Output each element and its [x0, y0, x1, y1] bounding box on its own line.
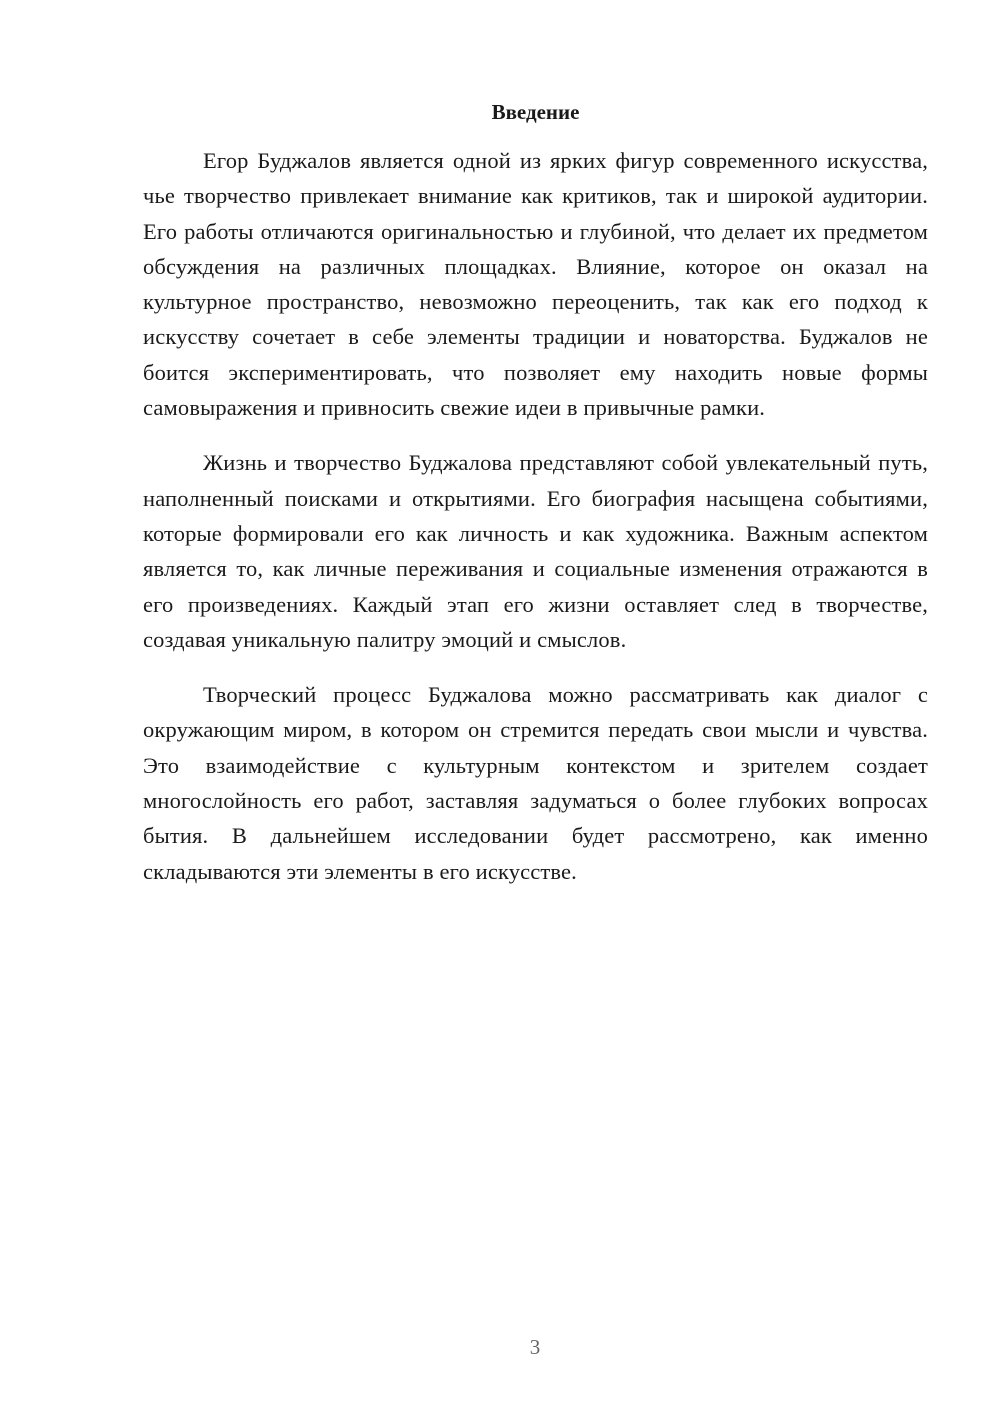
- paragraph-2: Жизнь и творчество Буджалова представляют собой увлекательный путь, наполненный поисками и открытиями. Его биография насыщена событиями, которые формировали его как личность и как художника. Важным аспектом является то, как личные переживания и социальные изменения отражаются в его произведениях. Каждый этап его жизни оставляет след в творчестве, создавая уникальную палитру эмоций и смыслов.: [143, 450, 928, 652]
- section-heading: Введение: [491, 100, 580, 124]
- paragraph-1: Егор Буджалов является одной из ярких фигур современного искусства, чье творчество привлекает внимание как критиков, так и широкой аудитории. Его работы отличаются оригинальностью и глубиной, что делает их предметом обсуждения на различных площадках. Влияние, которое он оказал на культурное пространство, невозможно переоценить, так как его подход к искусству сочетает в себе элементы традиции и новаторства. Буджалов не боится экспериментировать, что позволяет ему находить новые формы самовыражения и привносить свежие идеи в привычные рамки.: [143, 148, 928, 421]
- paragraph-3: Творческий процесс Буджалова можно рассматривать как диалог с окружающим миром, в котором он стремится передать свои мысли и чувства. Это взаимодействие с культурным контекстом и зрителем создает многослойность его работ, заставляя задуматься о более глубоких вопросах бытия. В дальнейшем исследовании будет рассмотрено, как именно складываются эти элементы в его искусстве.: [143, 682, 928, 884]
- body-text: [143, 143, 928, 909]
- page-number: 3: [529, 1335, 541, 1359]
